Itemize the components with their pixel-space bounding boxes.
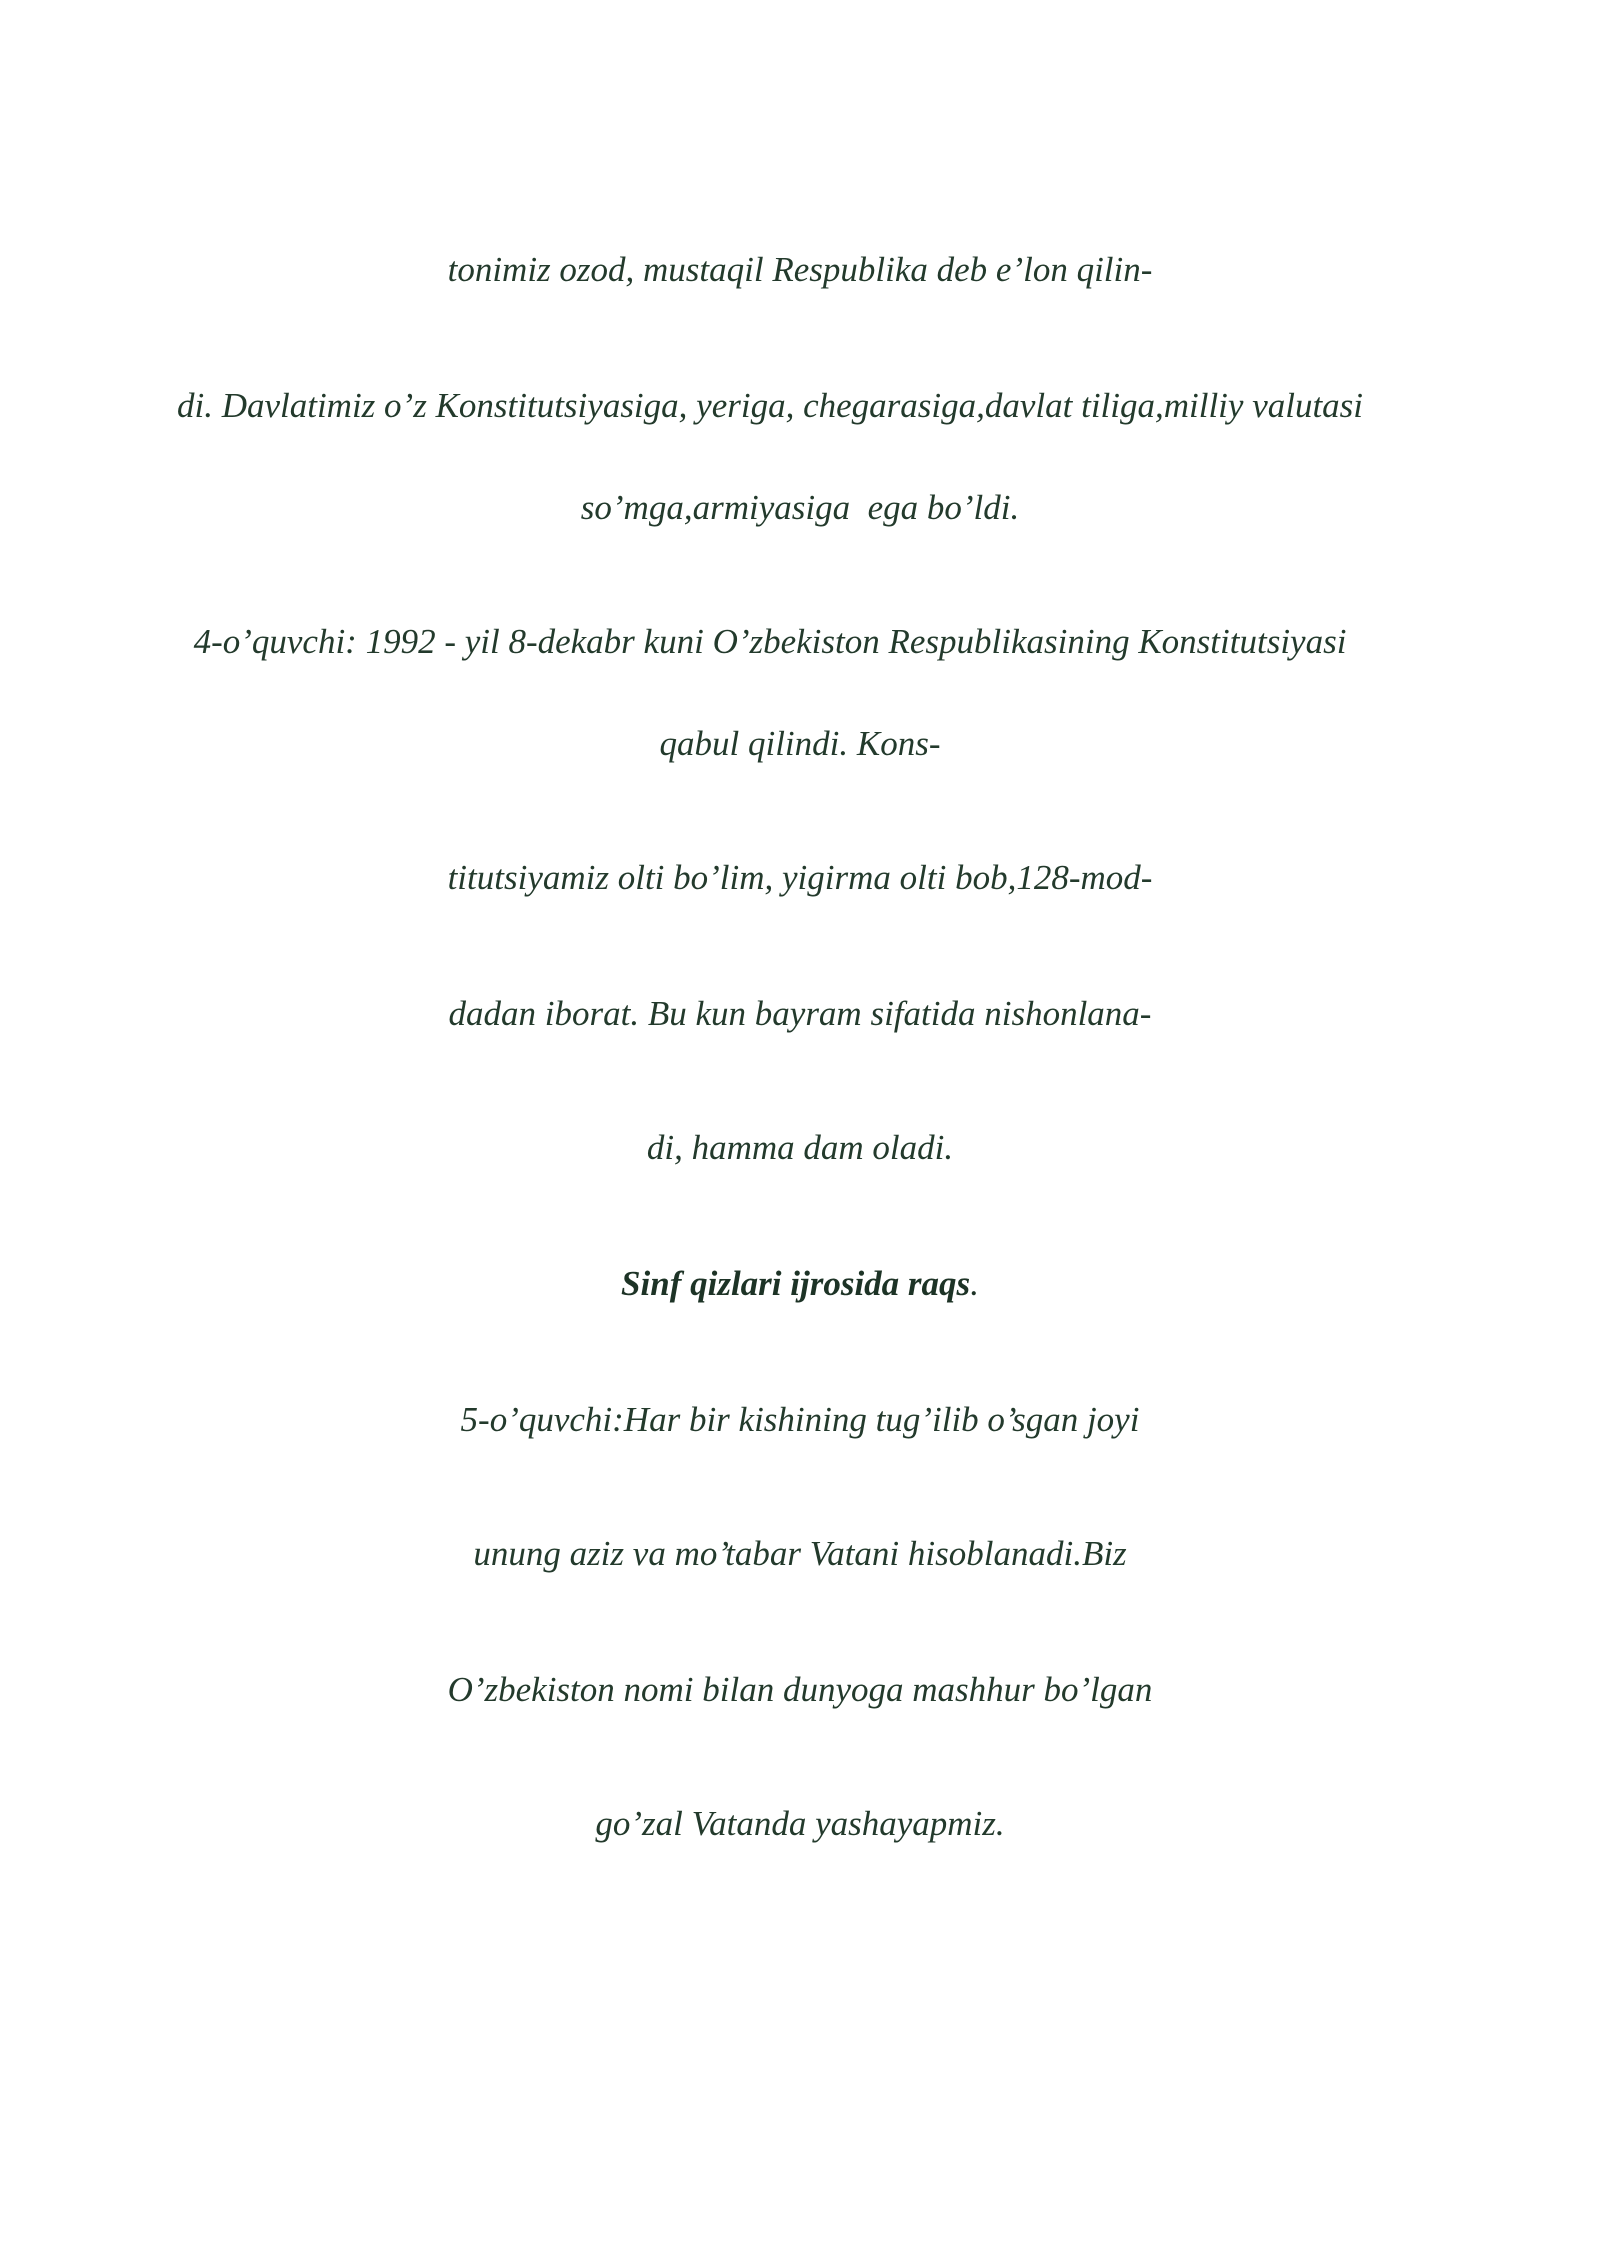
- text-line-5: qabul qilindi. Kons-: [659, 724, 941, 763]
- section-heading-period: .: [970, 1264, 979, 1303]
- section-heading-text: Sinf qizlari ijrosida raqs: [621, 1264, 971, 1303]
- text-line-3: so’mga,armiyasiga ega bo’ldi.: [580, 488, 1020, 527]
- text-line-11: O’zbekiston nomi bilan dunyoga mashhur bo’lgan: [447, 1670, 1153, 1709]
- section-heading: [0, 1262, 1600, 1306]
- text-line-2: di. Davlatimiz o’z Konstitutsiyasiga, yeriga, chegarasiga,davlat tiliga,milliy valutasi: [176, 386, 1364, 425]
- text-line-4: 4-o’quvchi: 1992 - yil 8-dekabr kuni O’zbekiston Respublikasining Konstitutsiyasi: [193, 622, 1347, 661]
- text-line-7: dadan iborat. Bu kun bayram sifatida nishonlana-: [448, 994, 1152, 1033]
- text-line-10: unung aziz va mo’tabar Vatani hisoblanadi.Biz: [473, 1534, 1127, 1573]
- text-line-6: titutsiyamiz olti bo’lim, yigirma olti bob,128-mod-: [447, 858, 1153, 897]
- text-line-1: tonimiz ozod, mustaqil Respublika deb e’lon qilin-: [447, 250, 1153, 289]
- text-line-8: di, hamma dam oladi.: [646, 1128, 954, 1167]
- text-line-12: go’zal Vatanda yashayapmiz.: [595, 1804, 1005, 1843]
- text-line-9: 5-o’quvchi:Har bir kishining tug’ilib o’sgan joyi: [460, 1400, 1140, 1439]
